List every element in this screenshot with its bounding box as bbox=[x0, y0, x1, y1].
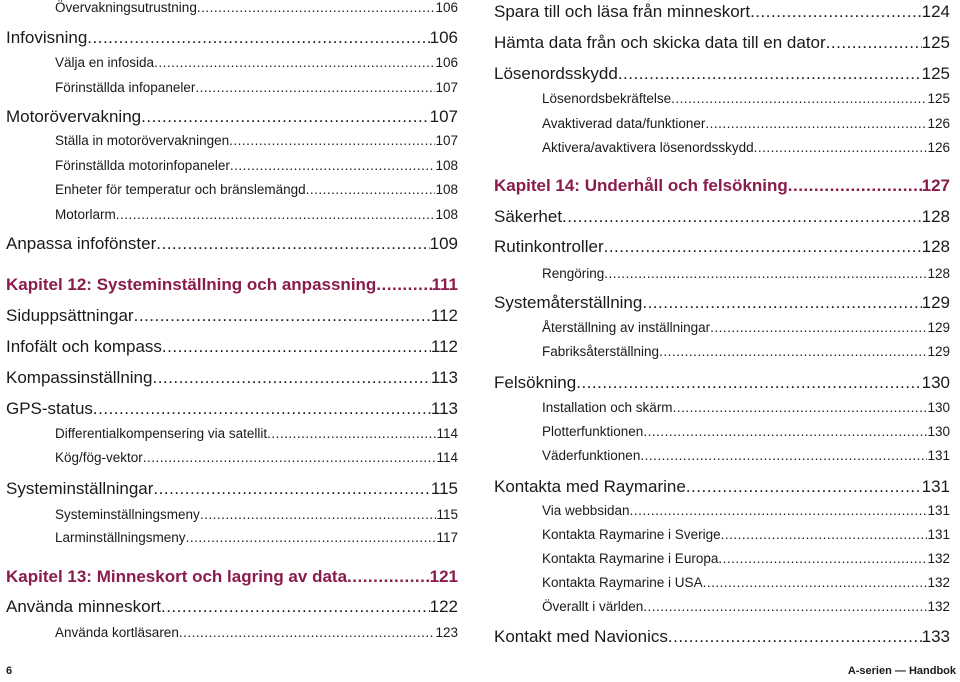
toc-entry[interactable] bbox=[542, 344, 950, 360]
toc-entry[interactable] bbox=[494, 2, 950, 22]
toc-entry[interactable] bbox=[6, 107, 458, 127]
toc-entry-title: Överallt i världen bbox=[542, 599, 644, 614]
toc-entry-title: Väderfunktionen bbox=[542, 448, 641, 463]
toc-entry-title: Välja en infosida bbox=[55, 55, 155, 70]
toc-page-number: 125 bbox=[921, 33, 950, 52]
toc-leader-dots bbox=[200, 507, 437, 523]
toc-entry-title: Hämta data från och skicka data till en dator bbox=[494, 33, 826, 52]
toc-leader-dots bbox=[347, 567, 430, 587]
toc-page-number: 130 bbox=[921, 373, 950, 392]
toc-entry[interactable] bbox=[542, 91, 950, 107]
toc-leader-dots bbox=[229, 133, 435, 149]
toc-entry-title: Systeminställningar bbox=[6, 479, 154, 498]
toc-entry-title: Kontakta Raymarine i USA bbox=[542, 575, 703, 590]
toc-leader-dots bbox=[686, 477, 922, 497]
toc-page-number: 130 bbox=[927, 400, 950, 415]
toc-leader-dots bbox=[710, 320, 927, 336]
toc-entry[interactable] bbox=[494, 207, 950, 227]
toc-entry-title: Installation och skärm bbox=[542, 400, 673, 415]
toc-entry-title: Kompassinställning bbox=[6, 368, 153, 387]
toc-entry[interactable] bbox=[55, 426, 458, 442]
toc-page-number: 114 bbox=[436, 426, 458, 441]
toc-page-number: 113 bbox=[430, 368, 458, 387]
toc-leader-dots bbox=[93, 399, 431, 419]
toc-entry-title: Använda minneskort bbox=[6, 597, 161, 616]
toc-leader-dots bbox=[671, 91, 927, 107]
toc-chapter-heading[interactable] bbox=[6, 567, 458, 587]
toc-page-number: 128 bbox=[927, 266, 950, 281]
toc-leader-dots bbox=[576, 373, 921, 393]
toc-leader-dots bbox=[788, 176, 922, 196]
toc-entry[interactable] bbox=[6, 399, 458, 419]
toc-entry[interactable] bbox=[494, 64, 950, 84]
toc-page-number: 124 bbox=[921, 2, 950, 21]
toc-entry[interactable] bbox=[55, 55, 458, 71]
toc-leader-dots bbox=[826, 33, 922, 53]
toc-entry[interactable] bbox=[6, 479, 458, 499]
toc-entry-title: Aktivera/avaktivera lösenordsskydd bbox=[542, 140, 754, 155]
toc-leader-dots bbox=[186, 530, 437, 546]
toc-entry-title: Övervakningsutrustning bbox=[55, 0, 197, 15]
toc-page-number: 131 bbox=[927, 527, 950, 542]
toc-entry[interactable] bbox=[6, 368, 458, 388]
toc-entry[interactable] bbox=[55, 0, 458, 16]
toc-entry-title: Systeminställningsmeny bbox=[55, 507, 200, 522]
toc-page-number: 128 bbox=[921, 207, 950, 226]
toc-entry-title: Felsökning bbox=[494, 373, 577, 392]
toc-leader-dots bbox=[643, 424, 927, 440]
toc-entry-title: Kontakta Raymarine i Europa bbox=[542, 551, 719, 566]
toc-entry-title: Fabriksåterställning bbox=[542, 344, 660, 359]
toc-entry-title: Infovisning bbox=[6, 28, 88, 47]
toc-chapter-heading[interactable] bbox=[494, 176, 950, 196]
toc-leader-dots bbox=[195, 80, 435, 96]
toc-leader-dots bbox=[143, 450, 437, 466]
toc-entry-title: Kontakt med Navionics bbox=[494, 627, 668, 646]
toc-page-number: 131 bbox=[927, 503, 950, 518]
toc-entry[interactable] bbox=[542, 448, 950, 464]
toc-leader-dots bbox=[179, 625, 436, 641]
toc-leader-dots bbox=[87, 28, 429, 48]
toc-entry-title: Kapitel 12: Systeminställning och anpassning bbox=[6, 275, 377, 294]
toc-entry[interactable] bbox=[55, 182, 458, 198]
toc-page-number: 106 bbox=[429, 28, 458, 47]
toc-leader-dots bbox=[156, 234, 429, 254]
toc-page-number: 129 bbox=[927, 344, 950, 359]
toc-entry[interactable] bbox=[6, 597, 458, 617]
toc-entry[interactable] bbox=[542, 116, 950, 132]
toc-entry-title: Återställning av inställningar bbox=[542, 320, 711, 335]
toc-entry-title: Systemåterställning bbox=[494, 293, 643, 312]
toc-leader-dots bbox=[141, 107, 430, 127]
toc-entry-title: Använda kortläsaren bbox=[55, 625, 179, 640]
toc-page-number: 108 bbox=[435, 182, 458, 197]
toc-page-number: 132 bbox=[927, 599, 950, 614]
toc-entry-title: Spara till och läsa från minneskort bbox=[494, 2, 751, 21]
toc-leader-dots bbox=[718, 551, 927, 567]
toc-leader-dots bbox=[630, 503, 928, 519]
toc-entry-title: Rutinkontroller bbox=[494, 237, 604, 256]
toc-entry-title: GPS-status bbox=[6, 399, 93, 418]
toc-entry-title: Kapitel 13: Minneskort och lagring av data bbox=[6, 567, 348, 586]
toc-page-number: 117 bbox=[436, 530, 458, 545]
toc-entry-title: Larminställningsmeny bbox=[55, 530, 186, 545]
toc-page-number: 112 bbox=[430, 306, 458, 325]
toc-leader-dots bbox=[306, 182, 436, 198]
toc-entry[interactable] bbox=[542, 320, 950, 336]
toc-entry[interactable] bbox=[494, 627, 950, 647]
toc-leader-dots bbox=[162, 337, 431, 357]
toc-entry-title: Förinställda motorinfopaneler bbox=[55, 158, 230, 173]
toc-entry-title: Kög/fög-vektor bbox=[55, 450, 143, 465]
toc-leader-dots bbox=[153, 479, 430, 499]
toc-entry-title: Via webbsidan bbox=[542, 503, 630, 518]
toc-entry-title: Lösenordsbekräftelse bbox=[542, 91, 672, 106]
toc-leader-dots bbox=[703, 575, 928, 591]
toc-entry[interactable] bbox=[55, 207, 458, 223]
toc-entry[interactable] bbox=[542, 599, 950, 615]
toc-page-number: 126 bbox=[927, 140, 950, 155]
toc-entry-title: Kontakta med Raymarine bbox=[494, 477, 686, 496]
toc-entry[interactable] bbox=[55, 530, 458, 546]
toc-entry[interactable] bbox=[542, 575, 950, 591]
toc-page-number: 107 bbox=[429, 107, 458, 126]
toc-leader-dots bbox=[643, 599, 927, 615]
toc-entry-title: Förinställda infopaneler bbox=[55, 80, 196, 95]
toc-entry[interactable] bbox=[494, 477, 950, 497]
toc-leader-dots bbox=[562, 207, 922, 227]
toc-entry-title: Plotterfunktionen bbox=[542, 424, 644, 439]
toc-page-number: 107 bbox=[435, 80, 458, 95]
toc-page-number: 125 bbox=[927, 91, 950, 106]
toc-entry[interactable] bbox=[494, 237, 950, 257]
toc-entry[interactable] bbox=[55, 507, 458, 523]
toc-entry[interactable] bbox=[542, 140, 950, 156]
toc-page-number: 128 bbox=[921, 237, 950, 256]
document-title: A-serien — Handbok bbox=[847, 665, 956, 677]
toc-leader-dots bbox=[267, 426, 436, 442]
toc-chapter-heading[interactable] bbox=[6, 275, 458, 295]
toc-leader-dots bbox=[161, 597, 430, 617]
toc-leader-dots bbox=[750, 2, 922, 22]
toc-entry-title: Rengöring bbox=[542, 266, 605, 281]
toc-entry[interactable] bbox=[494, 33, 950, 53]
toc-entry[interactable] bbox=[542, 266, 950, 282]
toc-page-number: 126 bbox=[927, 116, 950, 131]
toc-entry[interactable] bbox=[6, 306, 458, 326]
toc-page-number: 106 bbox=[435, 55, 458, 70]
toc-entry[interactable] bbox=[55, 158, 458, 174]
toc-entry-title: Infofält och kompass bbox=[6, 337, 162, 356]
toc-page-number: 133 bbox=[921, 627, 950, 646]
toc-leader-dots bbox=[659, 344, 927, 360]
toc-entry-title: Motorövervakning bbox=[6, 107, 142, 126]
toc-page-number: 108 bbox=[435, 207, 458, 222]
toc-page-number: 129 bbox=[921, 293, 950, 312]
toc-leader-dots bbox=[134, 306, 431, 326]
toc-page-number: 115 bbox=[430, 479, 458, 498]
toc-page-number: 113 bbox=[430, 399, 458, 418]
toc-entry-title: Siduppsättningar bbox=[6, 306, 134, 325]
toc-entry-title: Differentialkompensering via satellit bbox=[55, 426, 268, 441]
toc-leader-dots bbox=[197, 0, 436, 16]
toc-entry-title: Enheter för temperatur och bränslemängd bbox=[55, 182, 306, 197]
toc-page-number: 112 bbox=[430, 337, 458, 356]
toc-leader-dots bbox=[152, 368, 430, 388]
toc-entry[interactable] bbox=[55, 450, 458, 466]
toc-entry-title: Anpassa infofönster bbox=[6, 234, 157, 253]
toc-entry-title: Säkerhet bbox=[494, 207, 563, 226]
toc-leader-dots bbox=[673, 400, 928, 416]
toc-page-number: 130 bbox=[927, 424, 950, 439]
toc-page-number: 131 bbox=[927, 448, 950, 463]
toc-entry[interactable] bbox=[494, 293, 950, 313]
toc-entry-title: Motorlarm bbox=[55, 207, 116, 222]
toc-leader-dots bbox=[604, 266, 927, 282]
toc-leader-dots bbox=[705, 116, 927, 132]
toc-page-number: 108 bbox=[435, 158, 458, 173]
toc-page-number: 115 bbox=[436, 507, 458, 522]
toc-entry[interactable] bbox=[6, 28, 458, 48]
toc-entry[interactable] bbox=[542, 527, 950, 543]
toc-page-number: 121 bbox=[429, 567, 458, 586]
toc-page-number: 131 bbox=[921, 477, 950, 496]
toc-entry[interactable] bbox=[55, 625, 458, 641]
toc-page-number: 114 bbox=[436, 450, 458, 465]
toc-leader-dots bbox=[754, 140, 928, 156]
toc-entry[interactable] bbox=[55, 80, 458, 96]
toc-page-number: 106 bbox=[435, 0, 458, 15]
toc-entry[interactable] bbox=[6, 337, 458, 357]
toc-leader-dots bbox=[721, 527, 928, 543]
toc-entry[interactable] bbox=[542, 424, 950, 440]
toc-leader-dots bbox=[640, 448, 927, 464]
toc-leader-dots bbox=[376, 275, 431, 295]
toc-entry[interactable] bbox=[542, 551, 950, 567]
toc-entry-title: Kapitel 14: Underhåll och felsökning bbox=[494, 176, 788, 195]
toc-leader-dots bbox=[642, 293, 921, 313]
toc-leader-dots bbox=[618, 64, 922, 84]
toc-page-number: 123 bbox=[435, 625, 458, 640]
toc-entry-title: Avaktiverad data/funktioner bbox=[542, 116, 706, 131]
toc-entry[interactable] bbox=[6, 234, 458, 254]
toc-leader-dots bbox=[230, 158, 436, 174]
toc-leader-dots bbox=[668, 627, 922, 647]
toc-page-number: 122 bbox=[429, 597, 458, 616]
toc-entry-title: Lösenordsskydd bbox=[494, 64, 618, 83]
toc-entry-title: Ställa in motorövervakningen bbox=[55, 133, 230, 148]
toc-entry[interactable] bbox=[494, 373, 950, 393]
toc-leader-dots bbox=[154, 55, 435, 71]
toc-leader-dots bbox=[604, 237, 922, 257]
toc-page-number: 107 bbox=[435, 133, 458, 148]
toc-page-number: 109 bbox=[429, 234, 458, 253]
toc-page-number: 111 bbox=[431, 275, 458, 294]
toc-page-number: 132 bbox=[927, 575, 950, 590]
toc-entry-title: Kontakta Raymarine i Sverige bbox=[542, 527, 721, 542]
toc-entry[interactable] bbox=[542, 400, 950, 416]
toc-page-number: 132 bbox=[927, 551, 950, 566]
toc-leader-dots bbox=[116, 207, 436, 223]
toc-page-number: 127 bbox=[921, 176, 950, 195]
toc-entry[interactable] bbox=[55, 133, 458, 149]
page-number: 6 bbox=[6, 665, 13, 677]
toc-page-number: 129 bbox=[927, 320, 950, 335]
toc-page-number: 125 bbox=[921, 64, 950, 83]
toc-entry[interactable] bbox=[542, 503, 950, 519]
